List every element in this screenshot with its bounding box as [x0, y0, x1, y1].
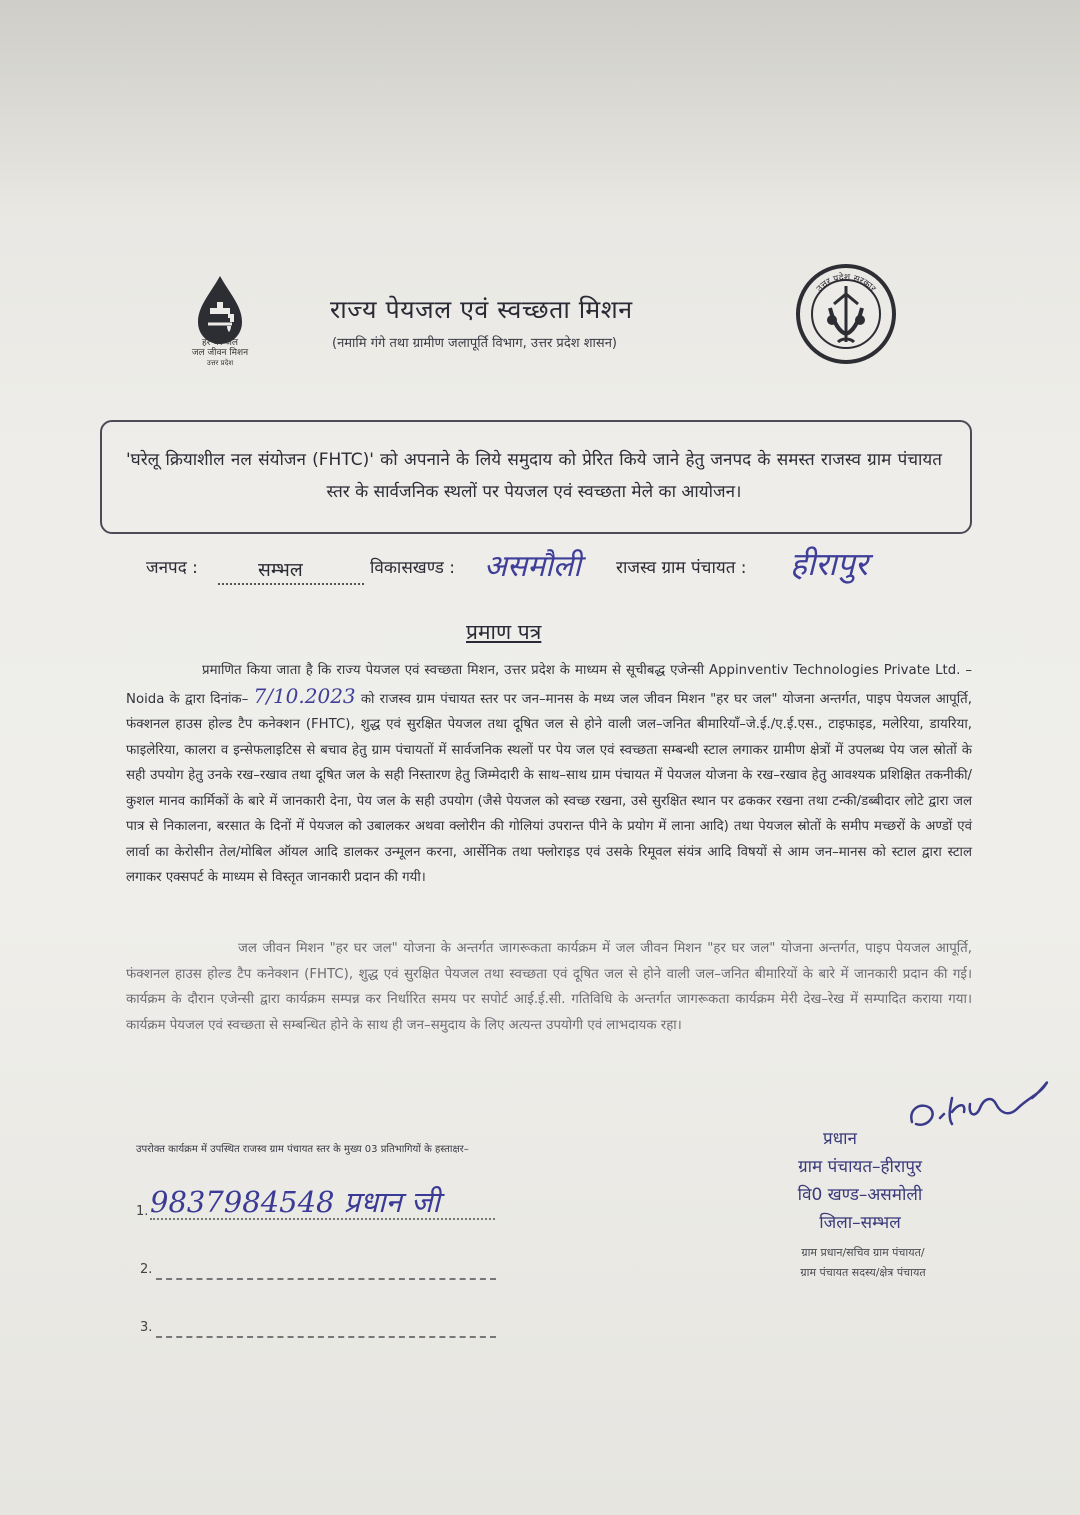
- logo-caption-line1: हर घर जल: [202, 338, 238, 348]
- logo-caption: [178, 338, 262, 368]
- event-title: 'घरेलू क्रियाशील नल संयोजन (FHTC)' को अपनाने के लिये समुदाय को प्रेरित किये जाने हेतु जनपद के समस्त राजस्व ग्राम पंचायत स्तर के सार्वजनिक स्थलों पर पेयजल एवं स्वच्छता मेले का आयोजन।: [126, 450, 942, 502]
- paragraph-1-intro: प्रमाणित किया जाता है कि राज्य पेयजल एवं स्वच्छता मिशन, उत्तर प्रदेश के माध्यम से सूचीबद्ध एजेन्सी Appinventiv Technologies Private Ltd. – Noida के द्वारा दिनांक–: [126, 663, 972, 707]
- signatory-caption: [748, 1243, 978, 1283]
- signatory-district: जिला–सम्भल: [819, 1213, 901, 1233]
- signatory-block: [730, 1125, 990, 1237]
- logo-caption-line2: जल जीवन मिशन: [191, 348, 249, 358]
- event-title-box: [100, 420, 972, 534]
- up-government-emblem-icon: [794, 262, 898, 366]
- attendance-note: उपरोक्त कार्यक्रम में उपस्थित राजस्व ग्राम पंचायत स्तर के मुख्य 03 प्रतिभागियों के हस्ताक्षर–: [136, 1144, 469, 1155]
- photo-shadow: [0, 0, 1080, 210]
- panchayat-value: हीरापुर: [790, 545, 868, 583]
- panchayat-label: राजस्व ग्राम पंचायत :: [616, 558, 747, 578]
- event-date: 7/10.2023: [253, 683, 356, 708]
- certificate-title: प्रमाण पत्र: [466, 620, 542, 644]
- logo-caption-line3: उत्तर प्रदेश: [206, 359, 234, 367]
- district-label: जनपद :: [146, 558, 198, 578]
- signatory-panchayat: ग्राम पंचायत–हीरापुर: [798, 1157, 922, 1177]
- signatory-caption-line2: ग्राम पंचायत सदस्य/क्षेत्र पंचायत: [800, 1266, 926, 1279]
- attendee-3-line: [156, 1336, 496, 1338]
- certificate-paragraph-1: [126, 658, 972, 891]
- paragraph-1-body: को राजस्व ग्राम पंचायत स्तर पर जन–मानस के मध्य जल जीवन मिशन "हर घर जल" योजना अन्तर्गत, पाइप पेयजल आपूर्ति, फंक्शनल हाउस होल्ड टैप कनेक्शन (FHTC), शुद्ध एवं सुरक्षित पेयजल तथा दूषित जल से होने वाली जल–जनित बीमारियाँ–जे.ई./ए.ई.एस., टाइफाइड, मलेरिया, डायरिया, फाइलेरिया, कालरा व इन्सेफलाइटिस से बचाव हेतु ग्राम पंचायतों में सार्वजनिक स्थलों पर पेय जल एवं स्वच्छता सम्बन्धी स्टाल लगाकर ग्रामीण क्षेत्रों में उपलब्ध पेय जल स्रोतों के सही उपयोग हेतु उनके रख–रखाव तथा दूषित जल के सही निस्तारण हेतु जिम्मेदारी के साथ–साथ ग्राम पंचायत में पेयजल योजना के रख–रखाव हेतु आवश्यक प्रशिक्षित तकनीकी/कुशल मानव कार्मिकों के बारे में जानकारी देना, पेय जल के सही उपयोग (जैसे पेयजल को स्वच्छ रखना, उसे सुरक्षित स्थान पर ढककर रखना तथा टन्की/डब्बीदार लोटे द्वारा जल पात्र से निकालना, बरसात के दिनों में पेयजल को उबालकर अथवा क्लोरीन की गोलियां उपरान्त पीने के प्रयोग में लाना आदि) तथा पेयजल स्रोतों के समीप मच्छरों के अण्डों एवं लार्वा का केरोसीन तेल/मोबिल ऑयल आदि डालकर उन्मूलन करना, आर्सेनिक तथा फ्लोराइड एवं उसके रिमूवल संयंत्र आदि विषयों से आम जन–मानस को स्टाल द्वारा स्टाल लगाकर एक्सपर्ट के माध्यम से विस्तृत जानकारी प्रदान की गयी।: [126, 691, 972, 885]
- attendee-1-entry: 9837984548 प्रधान जी: [150, 1185, 440, 1219]
- signatory-caption-line1: ग्राम प्रधान/सचिव ग्राम पंचायत/: [801, 1246, 925, 1259]
- district-value: सम्भल: [258, 559, 303, 581]
- emblem-text: उत्तर प्रदेश सरकार: [814, 272, 878, 295]
- block-label: विकासखण्ड :: [370, 558, 456, 578]
- attendee-2-line: [156, 1278, 496, 1280]
- attendee-1-line: [150, 1218, 495, 1220]
- signatory-block-name: वि0 खण्ड–असमोली: [797, 1185, 923, 1205]
- certificate-paragraph-2: जल जीवन मिशन "हर घर जल" योजना के अन्तर्गत जागरूकता कार्यक्रम में जल जीवन मिशन "हर घर जल" योजना अन्तर्गत, पाइप पेयजल आपूर्ति, फंक्शनल हाउस होल्ड टैप कनेक्शन (FHTC), शुद्ध एवं सुरक्षित पेयजल तथा स्वच्छता एवं दूषित जल से होने वाली जल–जनित बीमारियों के बारे में जानकारी प्रदान की गई। कार्यक्रम के दौरान एजेन्सी द्वारा कार्यक्रम सम्पन्न कर निर्धारित समय पर सपोर्ट आई.ई.सी. गतिविधि के अन्तर्गत जागरूकता कार्यक्रम मेरी देख–रेख में सम्पादित कराया गया। कार्यक्रम पेयजल एवं स्वच्छता से सम्बन्धित होने के साथ ही जन–समुदाय के लिए अत्यन्त उपयोगी एवं लाभदायक रहा।: [126, 941, 972, 1033]
- mission-title: राज्य पेयजल एवं स्वच्छता मिशन: [330, 295, 633, 324]
- signatory-designation: प्रधान: [823, 1129, 857, 1149]
- mission-subtitle: (नमामि गंगे तथा ग्रामीण जलापूर्ति विभाग, उत्तर प्रदेश शासन): [332, 336, 617, 351]
- attendee-3-number: 3.: [140, 1320, 153, 1335]
- attendee-2-number: 2.: [140, 1262, 153, 1277]
- attendee-1-number: 1.: [136, 1204, 149, 1219]
- district-dotline: [218, 583, 364, 585]
- block-value: असमौली: [484, 549, 582, 584]
